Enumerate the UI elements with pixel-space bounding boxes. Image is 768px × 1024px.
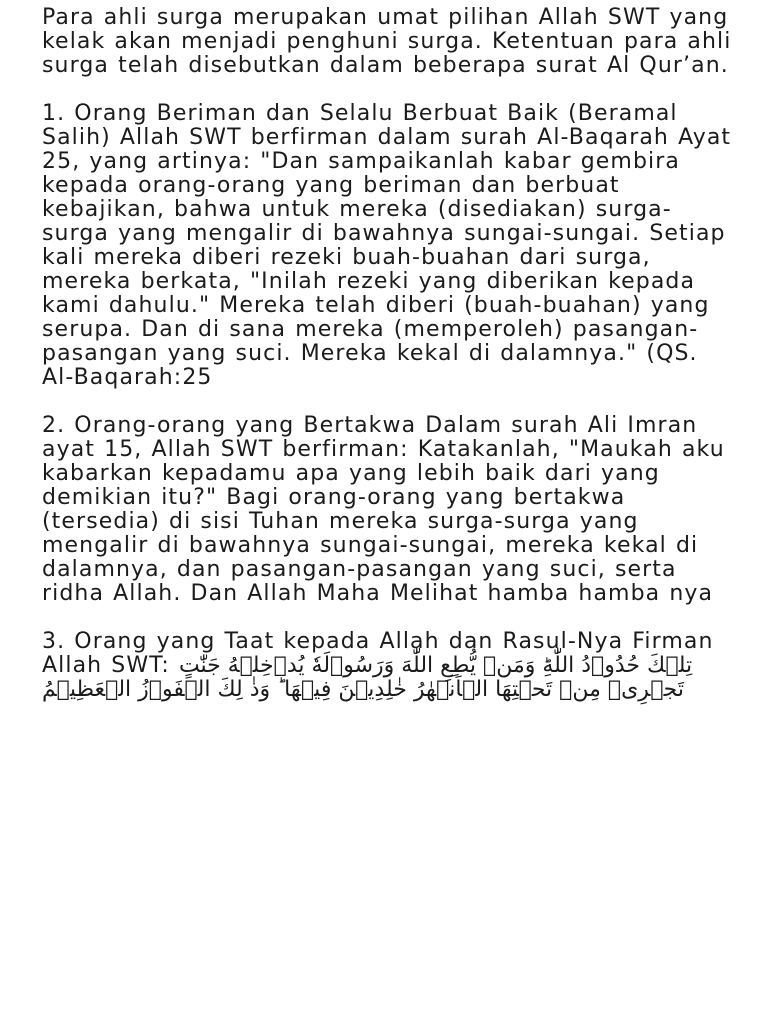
point-3-text: 3. Orang yang Taat kepada Allah dan Rasul-Nya Firman Allah SWT: xyxy=(42,629,714,678)
point-2-paragraph: 2. Orang-orang yang Bertakwa Dalam surah Ali Imran ayat 15, Allah SWT berfirman: Katakanlah, "Maukah aku kabarkan kepadamu apa yang lebih baik dari yang demikian itu?" Bagi orang-orang yang bertakwa (tersedia) di sisi Tuhan mereka surga-surga yang mengalir di bawahnya sungai-sungai, mereka kekal di dalamnya, dan pasangan-pasangan yang suci, serta ridha Allah. Dan Allah Maha Melihat hamba hamba nya xyxy=(42,413,725,606)
arabic-verse: تِلۡكَ حُدُوۡدُ اللّٰهِ‌ؕ وَمَنۡ يُّطِعِ اللّٰهَ وَرَسُوۡلَهٗ يُدۡخِلۡهُ جَنّٰتٍ تَجۡرِىۡ مِنۡ تَحۡتِهَا الۡاَنۡهٰرُ خٰلِدِيۡنَ فِيۡهَا‌ ؕ وَذٰ لِكَ الۡفَوۡزُ الۡعَظِيۡمُ xyxy=(42,653,693,702)
point-3-paragraph xyxy=(42,630,732,702)
intro-paragraph: Para ahli surga merupakan umat pilihan Allah SWT yang kelak akan menjadi penghuni surga. Ketentuan para ahli surga telah disebutkan dalam beberapa surat Al Qur’an. xyxy=(42,5,732,78)
point-1-paragraph: 1. Orang Beriman dan Selalu Berbuat Baik (Beramal Salih) Allah SWT berfirman dalam surah Al-Baqarah Ayat 25, yang artinya: "Dan sampaikanlah kabar gembira kepada orang-orang yang beriman dan berbuat kebajikan, bahwa untuk mereka (disediakan) surga-surga yang mengalir di bawahnya sungai-sungai. Setiap kali mereka diberi rezeki buah-buahan dari surga, mereka berkata, "Inilah rezeki yang diberikan kepada kami dahulu." Mereka telah diberi (buah-buahan) yang serupa. Dan di sana mereka (memperoleh) pasangan-pasangan yang suci. Mereka kekal di dalamnya." (QS. Al-Baqarah:25 xyxy=(42,101,732,390)
